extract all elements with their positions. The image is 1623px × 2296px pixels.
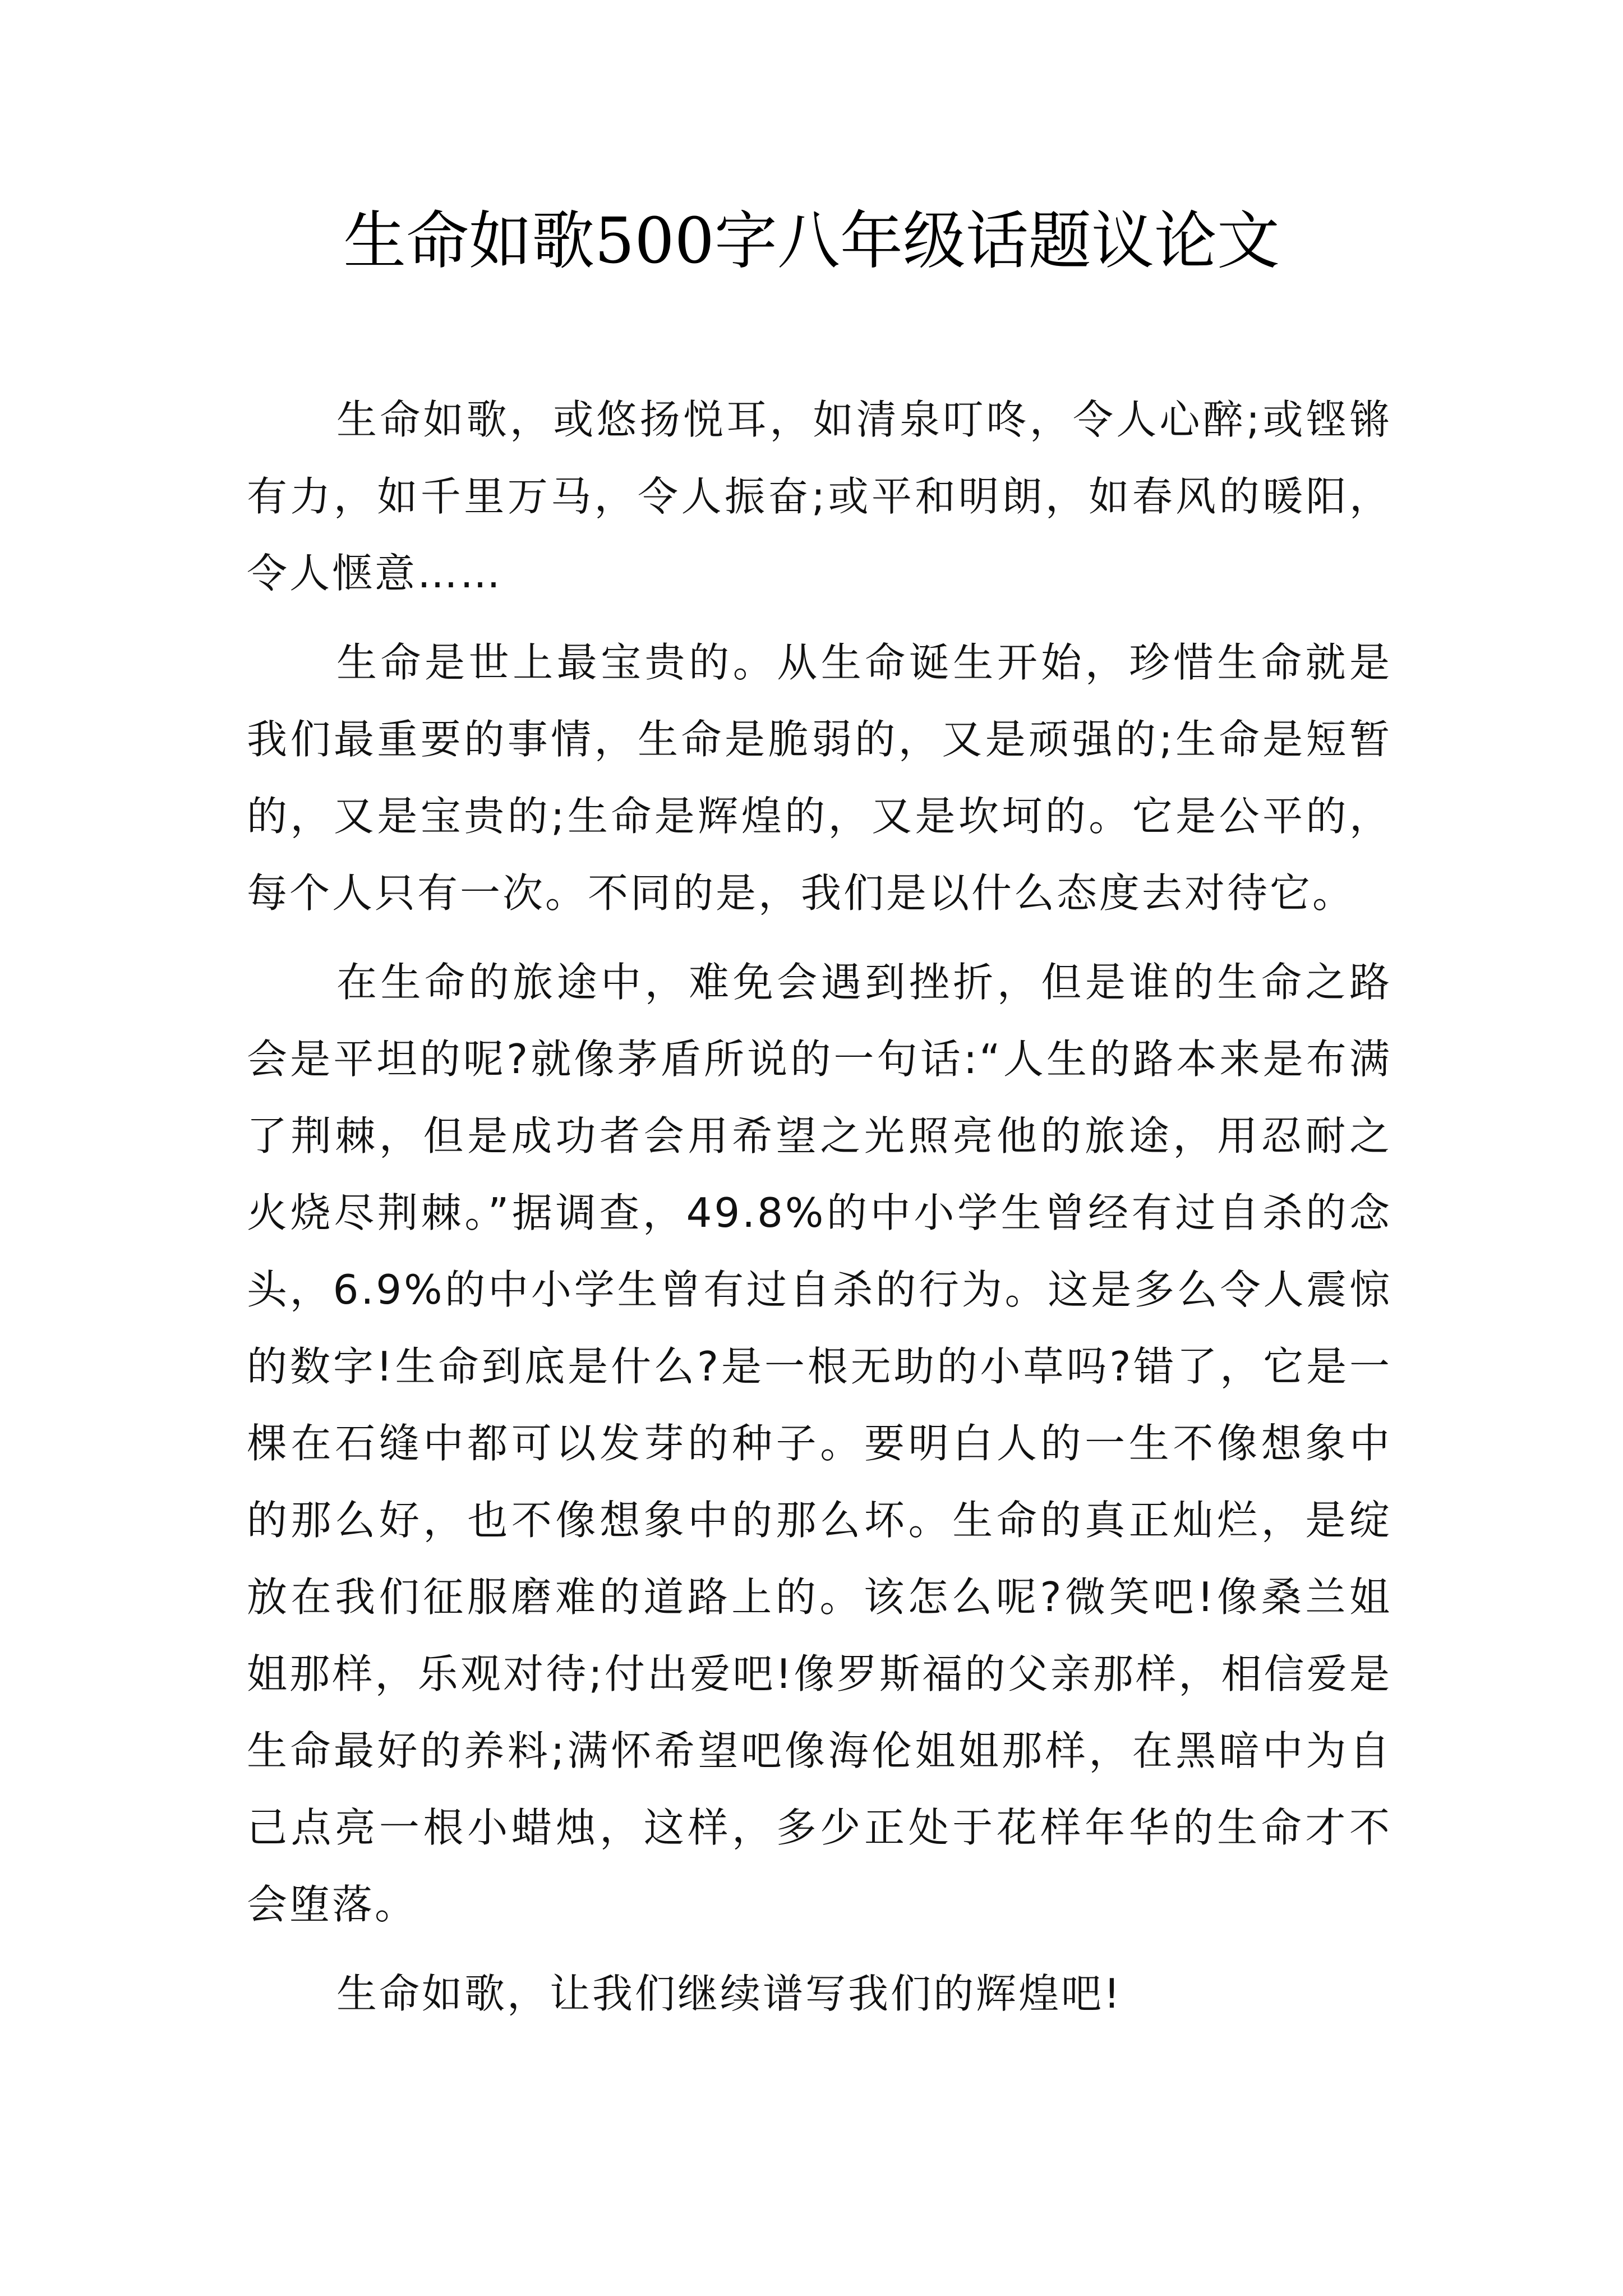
document-body: [247, 381, 1392, 2045]
paragraph-1: 生命如歌，或悠扬悦耳，如清泉叮咚，令人心醉;或铿锵有力，如千里万马，令人振奋;或平和明朗，如春风的暖阳，令人惬意……: [247, 396, 1392, 597]
paragraph-3: 在生命的旅途中，难免会遇到挫折，但是谁的生命之路会是平坦的呢?就像茅盾所说的一句话:“人生的路本来是布满了荆棘，但是成功者会用希望之光照亮他的旅途，用忍耐之火烧尽荆棘。”据调查，49.8%的中小学生曾经有过自杀的念头，6.9%的中小学生曾有过自杀的行为。这是多么令人震惊的数字!生命到底是什么?是一根无助的小草吗?错了，它是一棵在石缝中都可以发芽的种子。要明白人的一生不像想象中的那么好，也不像想象中的那么坏。生命的真正灿烂，是绽放在我们征服磨难的道路上的。该怎么呢?微笑吧!像桑兰姐姐那样，乐观对待;付出爱吧!像罗斯福的父亲那样，相信爱是生命最好的养料;满怀希望吧像海伦姐姐那样，在黑暗中为自己点亮一根小蜡烛，这样，多少正处于花样年华的生命才不会堕落。: [247, 959, 1392, 1928]
document-title: 生命如歌500字八年级话题议论文: [343, 205, 1280, 278]
paragraph-4: 生命如歌，让我们继续谱写我们的辉煌吧!: [336, 1970, 1122, 2017]
paragraph-2: 生命是世上最宝贵的。从生命诞生开始，珍惜生命就是我们最重要的事情，生命是脆弱的，又是顽强的;生命是短暂的，又是宝贵的;生命是辉煌的，又是坎坷的。它是公平的，每个人只有一次。不同的是，我们是以什么态度去对待它。: [247, 639, 1392, 917]
